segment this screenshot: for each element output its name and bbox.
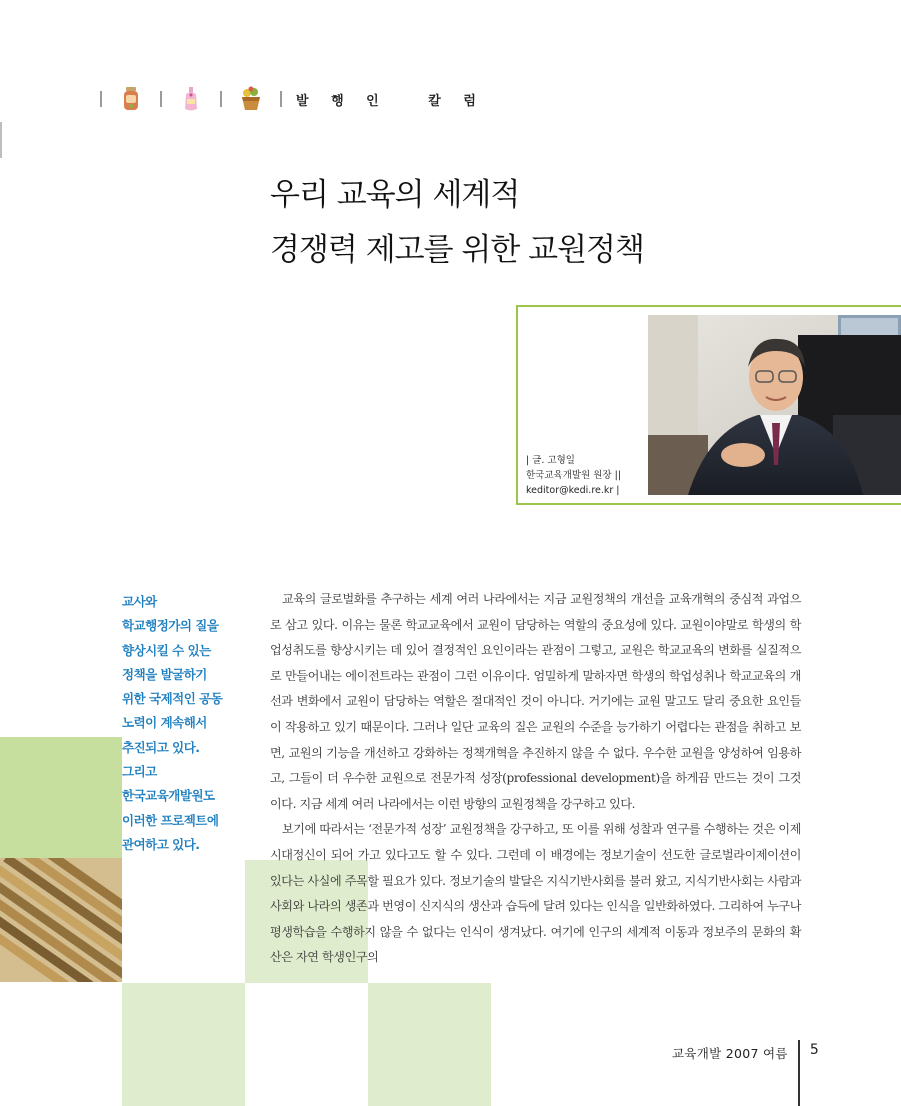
- decor-block: [0, 737, 122, 858]
- page-number: 5: [809, 1042, 819, 1058]
- section-label: 발 행 인 칼 럼: [296, 93, 485, 109]
- section-header: [100, 84, 485, 114]
- bottle-icon: [162, 84, 220, 114]
- body-paragraph: 교육의 글로벌화를 추구하는 세계 여러 나라에서는 지금 교원정책의 개선을 교육개혁의 중심적 과업으로 삼고 있다. 이유는 물론 학교교육에서 교원이 담당하는 역할의 중요성에 있다. 교원이야말로 학생의 학업성취도를 향상시키는 데 있어 결정적인 요인이라는 관점이 그렇고, 교원은 학교교육의 변화를 실질적으로 만들어내는 에이전트라는 관점이 그런 이유이다. 엄밀하게 말하자면 학생의 학업성취나 학교교육의 개선과 변화에서 교원이 담당하는 역할은 절대적인 것이 아니다. 거기에는 교원 말고도 달리 중요한 요인들이 작용하고 있기 때문이다. 그러나 일단 교육의 질은 교원의 수준을 능가하기 어렵다는 관점을 취하고 보면, 교원의 기능을 개선하고 강화하는 정책개혁을 추진하지 않을 수 없다. 우수한 교원을 양성하여 임용하고, 그들이 더 우수한 교원으로 전문가적 성장(professional development)을 하게끔 만드는 것이 그것이다. 지금 세계 여러 나라에서는 이런 방향의 교원정책을 강구하고 있다.: [270, 592, 801, 811]
- body-paragraph: 보기에 따라서는 ‘전문가적 성장’ 교원정책을 강구하고, 또 이를 위해 성찰과 연구를 수행하는 것은 이제 시대정신이 되어 가고 있다고도 할 수 있다. 그런데 이 배경에는 정보기술이 선도한 글로벌라이제이션이 있다는 사실에 주목할 필요가 있다. 정보기술의 발달은 지식기반사회를 불러 왔고, 지식기반사회는 사람과 사회와 나라의 생존과 번영이 신지식의 생산과 습득에 달려 있다는 인식을 일반화하였다. 그리하여 누구나 평생학습을 수행하지 않을 수 없다는 인식이 생겨났다. 여기에 인구의 세계적 이동과 정보주의 문화의 확산은 자연 학생인구의: [270, 822, 801, 965]
- pull-quote-line: 향상시킬 수 있는: [122, 642, 211, 658]
- margin-mark: [0, 122, 2, 158]
- pull-quote-line: 추진되고 있다.: [122, 739, 200, 755]
- pull-quote-line: 이러한 프로젝트에: [122, 812, 219, 828]
- pull-quote-line: 관여하고 있다.: [122, 836, 200, 852]
- pencils-image: [0, 858, 122, 982]
- pull-quote-line: 노력이 계속해서: [122, 715, 207, 731]
- pull-quote-line: 정책을 발굴하기: [122, 666, 207, 682]
- pull-quote-line: 그리고: [122, 764, 157, 780]
- footer-divider: [798, 1040, 800, 1106]
- pull-quote-line: 교사와: [122, 594, 157, 609]
- pull-quote: [122, 590, 262, 857]
- author-position: 한국교육개발원 원장 ||: [526, 470, 622, 481]
- author-box: [516, 305, 901, 505]
- page-footer: [672, 1040, 819, 1106]
- title-line: 경쟁력 제고를 위한 교원정책: [270, 232, 644, 268]
- author-photo: [648, 315, 901, 495]
- pull-quote-line: 위한 국제적인 공동: [122, 691, 223, 707]
- header-divider: [280, 91, 282, 107]
- article-title: [270, 168, 644, 278]
- pull-quote-line: 한국교육개발원도: [122, 788, 215, 804]
- title-line: 우리 교육의 세계적: [270, 177, 520, 213]
- decor-block: [122, 983, 245, 1106]
- article-body: [270, 587, 801, 971]
- jar-icon: [102, 84, 160, 114]
- basket-icon: [222, 84, 280, 114]
- author-name: | 글. 고형일: [526, 455, 575, 466]
- issue-label: 교육개발 2007 여름: [672, 1046, 788, 1061]
- author-byline: [526, 453, 621, 498]
- author-email: keditor@kedi.re.kr |: [526, 485, 620, 496]
- decor-block: [368, 983, 491, 1106]
- pull-quote-line: 학교행정가의 질을: [122, 618, 219, 634]
